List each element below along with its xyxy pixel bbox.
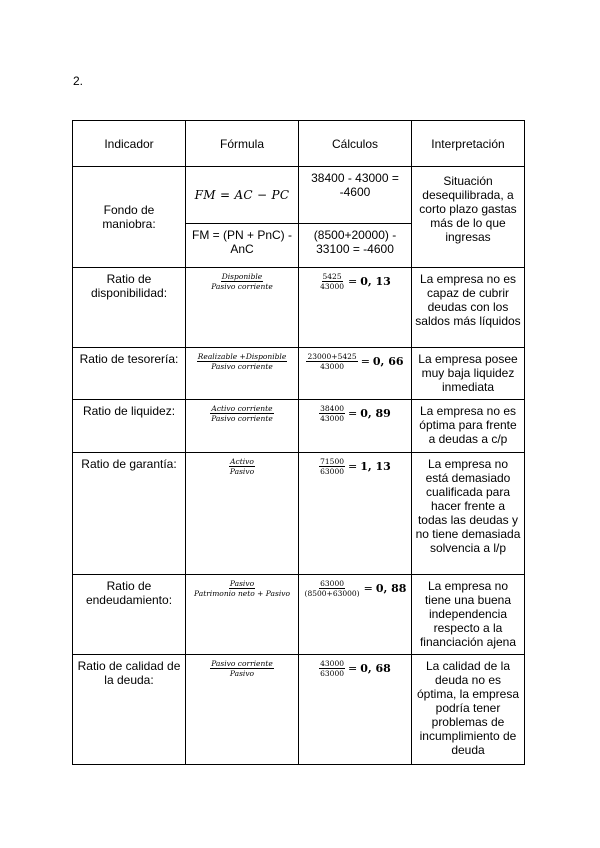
table-row	[73, 575, 525, 655]
calc-result: 0, 68	[360, 661, 391, 675]
calc-fondo-1: 38400 - 43000 = -4600	[299, 167, 412, 224]
calc-fraction: $\frac{38400}{43000}$	[320, 404, 344, 423]
indicator-cell: Ratio de tesorería:	[73, 348, 186, 400]
formula-fondo-text: FM = (PN + PnC) - AnC	[186, 224, 299, 268]
calc-fraction: $\frac{63000}{(8500+63000)}$	[304, 579, 360, 598]
interpretation-cell: La empresa no es óptima para frente a deudas a c/p	[412, 400, 525, 453]
calc-result: 0, 66	[372, 354, 404, 368]
calc-result: 1, 13	[360, 459, 391, 473]
interpretation-cell: La empresa no tiene una buena independencia respecto a la financiación ajena	[412, 575, 525, 655]
indicator-cell: Ratio de liquidez:	[73, 400, 186, 453]
formula-cell	[186, 655, 299, 765]
interpretation-cell: La empresa no es capaz de cubrir deudas con los saldos más líquidos	[412, 268, 525, 348]
ratios-table	[72, 120, 525, 765]
formula-cell	[186, 268, 299, 348]
formula-fraction: $\frac{\text{Pasivo}}{\text{Patrimonio neto + Pasivo}}$	[194, 579, 290, 598]
header-interpretacion: Interpretación	[412, 121, 525, 167]
interpretation-cell: La empresa posee muy baja liquidez inmediata	[412, 348, 525, 400]
calc-result: 0, 13	[360, 274, 391, 288]
calc-cell: $\frac{43000}{63000}$ = 0, 68	[299, 655, 412, 765]
table-row	[73, 348, 525, 400]
header-calculos: Cálculos	[299, 121, 412, 167]
table-row	[73, 400, 525, 453]
table-row-fondo-1	[73, 167, 525, 224]
formula-fraction: $\frac{\text{Activo corriente}}{\text{Pasivo corriente}}$	[211, 404, 273, 423]
formula-fraction: $\frac{\text{Disponible}}{\text{Pasivo corriente}}$	[211, 272, 273, 291]
calc-cell: $\frac{63000}{(8500+63000)}$ = 0, 88	[299, 575, 412, 655]
page-number: 2.	[73, 74, 84, 88]
calc-fraction: $\frac{43000}{63000}$	[320, 659, 344, 678]
interpretation-cell: La empresa no está demasiado cualificada para hacer frente a todas las deudas y no tiene demasiada solvencia a l/p	[412, 453, 525, 575]
formula-fraction: $\frac{\text{Realizable +Disponible}}{\text{Pasivo corriente}}$	[197, 352, 287, 371]
calc-cell: $\frac{38400}{43000}$ = 0, 89	[299, 400, 412, 453]
formula-cell	[186, 400, 299, 453]
calc-fondo-2: (8500+20000) - 33100 = -4600	[299, 224, 412, 268]
indicator-cell: Ratio de garantía:	[73, 453, 186, 575]
table-row	[73, 453, 525, 575]
table-row	[73, 655, 525, 765]
indicator-cell: Ratio de endeudamiento:	[73, 575, 186, 655]
calc-fraction: $\frac{5425}{43000}$	[320, 272, 344, 291]
formula-fraction: $\frac{\text{Activo}}{\text{Pasivo}}$	[229, 457, 255, 476]
calc-result: 0, 89	[360, 406, 391, 420]
header-indicador: Indicador	[73, 121, 186, 167]
interpretation-fondo: Situación desequilibrada, a corto plazo gastas más de lo que ingresas	[412, 167, 525, 268]
formula-fondo-math: FM = AC − PC	[186, 167, 299, 224]
interpretation-cell: La calidad de la deuda no es óptima, la empresa podría tener problemas de incumplimiento de deuda	[412, 655, 525, 765]
calc-fraction: $\frac{23000+5425}{43000}$	[307, 352, 357, 371]
formula-fraction: $\frac{\text{Pasivo corriente}}{\text{Pasivo}}$	[211, 659, 273, 678]
formula-cell	[186, 453, 299, 575]
indicator-fondo: Fondo de maniobra:	[73, 167, 186, 268]
formula-cell	[186, 575, 299, 655]
indicator-cell: Ratio de calidad de la deuda:	[73, 655, 186, 765]
calc-fraction: $\frac{71500}{63000}$	[320, 457, 344, 476]
formula-cell	[186, 348, 299, 400]
calc-cell: $\frac{23000+5425}{43000}$ = 0, 66	[299, 348, 412, 400]
table-header-row	[73, 121, 525, 167]
calc-cell: $\frac{71500}{63000}$ = 1, 13	[299, 453, 412, 575]
header-formula: Fórmula	[186, 121, 299, 167]
indicator-cell: Ratio de disponibilidad:	[73, 268, 186, 348]
calc-cell: $\frac{5425}{43000}$ = 0, 13	[299, 268, 412, 348]
table-row	[73, 268, 525, 348]
calc-result: 0, 88	[375, 581, 407, 595]
